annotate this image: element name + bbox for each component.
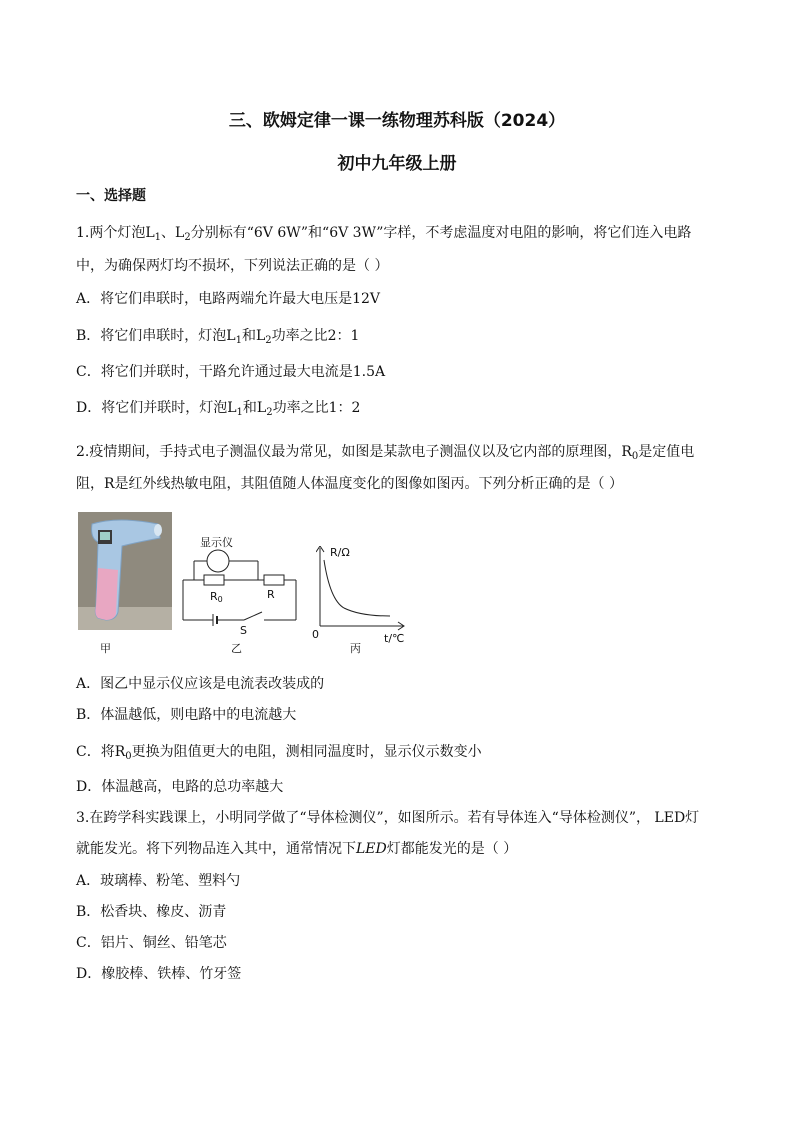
page-title: 三、欧姆定律一课一练物理苏科版（2024）	[228, 111, 566, 131]
q3-option-c: C．铝片、铜丝、铅笔芯	[76, 935, 227, 951]
q3-stem-line1: 3.在跨学科实践课上，小明同学做了“导体检测仪”，如图所示。若有导体连入“导体检测仪”， LED灯	[76, 810, 700, 826]
q2-optc-pre: C．将R	[76, 744, 126, 760]
q2-option-c	[76, 742, 482, 764]
section-heading: 一、选择题	[76, 188, 146, 204]
q1-stem-text: 1.两个灯泡L	[76, 225, 155, 241]
q2-option-d: D．体温越高，电路的总功率越大	[76, 779, 284, 795]
q1-optb-post: 功率之比2：1	[271, 328, 360, 344]
q3-stem-post: 灯都能发光的是（ ）	[386, 841, 518, 857]
q3-stem-pre: 就能发光。将下列物品连入其中，通常情况下	[76, 841, 356, 857]
label-r0	[210, 590, 223, 603]
q3-led-text: LED	[356, 841, 387, 857]
q1-option-a: A．将它们串联时，电路两端允许最大电压是12V	[76, 291, 381, 307]
q2-sub-0: 0	[631, 451, 639, 462]
q2-option-a: A．图乙中显示仪应该是电流表改装成的	[76, 676, 325, 692]
q2-figure	[78, 512, 418, 658]
label-r0-sub: 0	[217, 595, 223, 604]
label-display: 显示仪	[200, 536, 233, 549]
q1-optd-post: 功率之比1：2	[272, 400, 361, 416]
q1-option-b	[76, 326, 359, 348]
q3-option-a: A．玻璃棒、粉笔、塑料勺	[76, 873, 241, 889]
q3-option-b: B．松香块、橡皮、沥青	[76, 904, 227, 920]
q1-sub-1: 1	[154, 232, 162, 243]
label-r: R	[267, 588, 275, 601]
label-origin: 0	[312, 628, 319, 641]
q2-stem-text: 2.疫情期间，手持式电子测温仪最为常见，如图是某款电子测温仪以及它内部的原理图，R	[76, 444, 632, 460]
label-yi: 乙	[231, 642, 242, 655]
label-y-axis: R/Ω	[330, 546, 350, 559]
q2-stem-line1	[76, 442, 694, 464]
page-subtitle: 初中九年级上册	[337, 154, 457, 174]
q1-stem-rest: 分别标有“6V 6W”和“6V 3W”字样，不考虑温度对电阻的影响，将它们连入电路	[190, 225, 692, 241]
thermometer-illustration	[78, 512, 172, 630]
resistance-temperature-graph	[316, 546, 408, 646]
q1-optb-sub1: 1	[235, 335, 242, 346]
label-jia: 甲	[100, 642, 111, 655]
q1-stem-line2: 中，为确保两灯均不损坏，下列说法正确的是（ ）	[76, 258, 389, 274]
label-bing: 丙	[350, 642, 361, 655]
label-x-axis: t/℃	[384, 632, 405, 645]
q1-optb-sub2: 2	[265, 335, 272, 346]
q1-optd-sub1: 1	[236, 407, 243, 418]
q2-optc-sub: 0	[125, 751, 132, 762]
q1-optb-pre: B．将它们串联时，灯泡L	[76, 328, 236, 344]
q3-stem-line2	[76, 839, 517, 859]
thermometer-photo	[78, 512, 172, 630]
q2-option-b: B．体温越低，则电路中的电流越大	[76, 707, 297, 723]
q1-optd-sub2: 2	[266, 407, 273, 418]
q1-optb-mid: 和L	[241, 328, 266, 344]
q1-stem-line1	[76, 223, 691, 245]
q1-option-d	[76, 398, 360, 420]
label-switch: S	[240, 624, 247, 637]
q1-optd-mid: 和L	[242, 400, 267, 416]
label-r0-letter: R	[210, 590, 218, 603]
q2-stem-line2: 阻，R是红外线热敏电阻，其阻值随人体温度变化的图像如图丙。下列分析正确的是（ ）	[76, 476, 623, 492]
q2-stem-rest: 是定值电	[638, 444, 695, 460]
q1-sub-2: 2	[184, 232, 191, 243]
q3-option-d: D．橡胶棒、铁棒、竹牙签	[76, 966, 242, 982]
q2-optc-post: 更换为阻值更大的电阻，测相同温度时，显示仪示数变小	[131, 744, 482, 760]
q1-option-c: C．将它们并联时，干路允许通过最大电流是1.5A	[76, 364, 386, 380]
q1-sep: 、L	[161, 225, 185, 241]
q1-optd-pre: D．将它们并联时，灯泡L	[76, 400, 237, 416]
